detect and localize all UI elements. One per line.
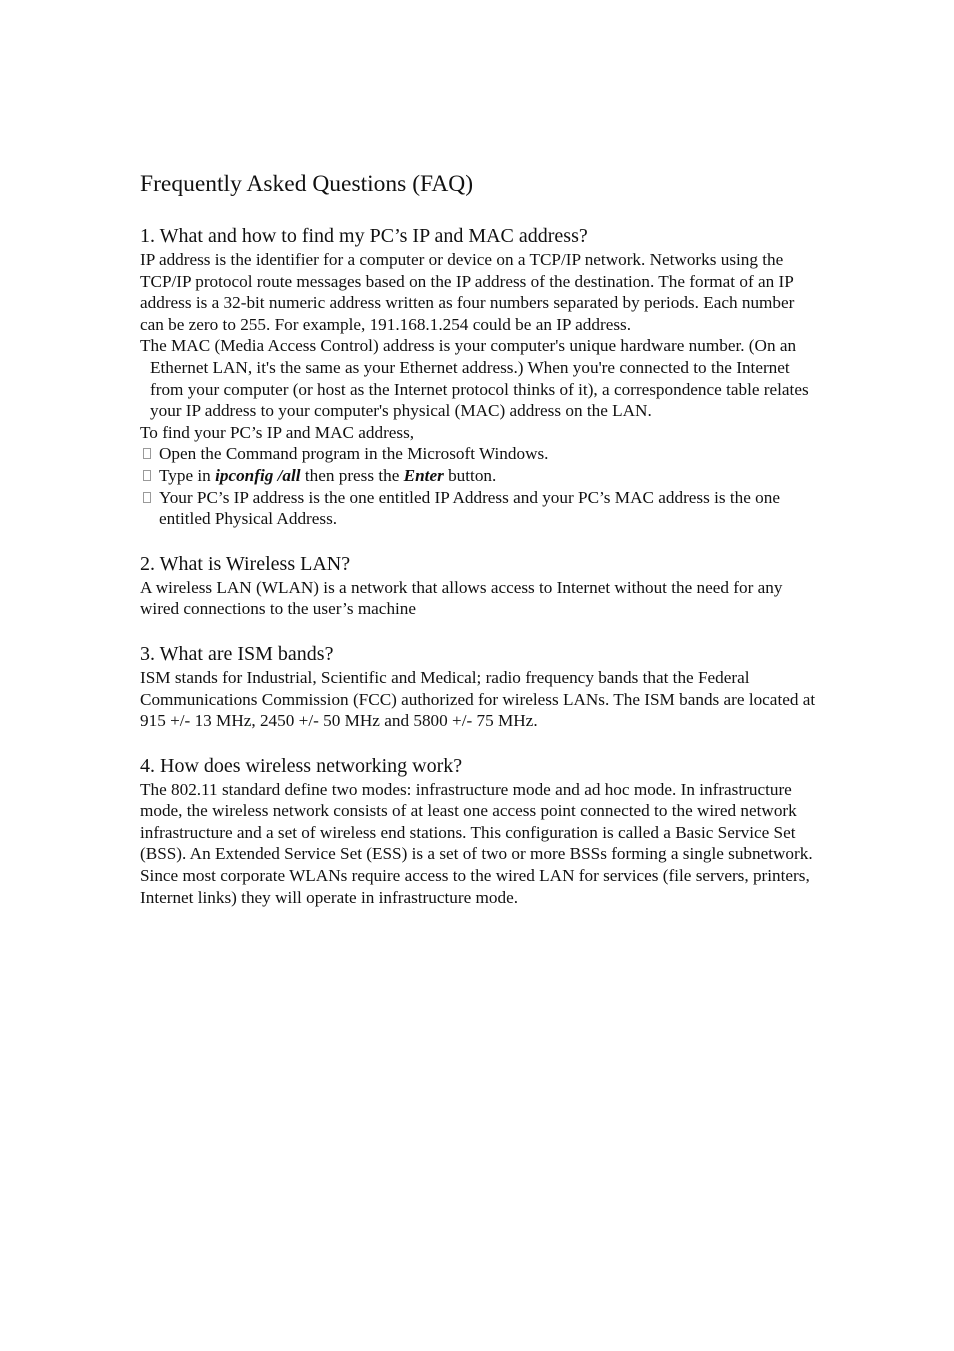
question-heading-2: 2. What is Wireless LAN? [140, 552, 351, 575]
bullet-icon [143, 448, 151, 459]
list-item [140, 443, 820, 465]
faq-section-3 [140, 642, 820, 732]
question-heading-4: 4. How does wireless networking work? [140, 754, 463, 777]
key-text: Enter [403, 465, 444, 485]
bullet-icon [143, 492, 151, 503]
page-title: Frequently Asked Questions (FAQ) [140, 171, 474, 197]
answer-paragraph-4: The 802.11 standard define two modes: infrastructure mode and ad hoc mode. In infrastructure mode, the wireless network consists of at least one access point connected to the wired network infrastructure and a set of wireless end stations. This configuration is called a Basic Service Set (BSS). An Extended Service Set (ESS) is a set of two or more BSSs forming a single subnetwork. Since most corporate WLANs require access to the wired LAN for services (file servers, printers, Internet links) they will operate in infrastructure mode. [140, 779, 813, 907]
answer-paragraph-3: ISM stands for Industrial, Scientific and Medical; radio frequency bands that the Federal Communications Commission (FCC) authorized for wireless LANs. The ISM bands are located at 915 +/- 13 MHz, 2450 +/- 50 MHz and 5800 +/- 75 MHz. [140, 667, 816, 731]
answer-paragraph-2: A wireless LAN (WLAN) is a network that allows access to Internet without the need for any wired connections to the user’s machine [140, 577, 783, 619]
faq-section-2 [140, 552, 820, 620]
question-heading-1: 1. What and how to find my PC’s IP and MAC address? [140, 225, 588, 247]
step-text-prefix: Type in [159, 465, 216, 485]
list-item [140, 465, 820, 487]
mac-address-paragraph: The MAC (Media Access Control) address is your computer's unique hardware number. (On an Ethernet LAN, it's the same as your Ethernet address.) When you're connected to the Internet from your computer (or host as the Internet protocol thinks of it), a correspondence table relates your IP address to your computer's physical (MAC) address on the LAN. [140, 336, 809, 421]
list-item [140, 487, 820, 530]
find-address-intro: To find your PC’s IP and MAC address, [140, 422, 415, 442]
step-text-middle: then press the [300, 465, 404, 485]
steps-list [140, 443, 820, 529]
faq-document [140, 168, 820, 930]
step-text-suffix: button. [443, 465, 497, 485]
step-text: Your PC’s IP address is the one entitled IP Address and your PC’s MAC address is the one entitled Physical Address. [159, 487, 780, 529]
command-text: ipconfig /all [215, 465, 301, 485]
faq-section-1 [140, 224, 820, 530]
bullet-icon [143, 470, 151, 481]
faq-section-4 [140, 754, 820, 909]
step-text: Open the Command program in the Microsoft Windows. [159, 444, 549, 464]
ip-address-paragraph: IP address is the identifier for a computer or device on a TCP/IP network. Networks using the TCP/IP protocol route messages based on the IP address of the destination. The format of an IP address is a 32-bit numeric address written as four numbers separated by periods. Each number can be zero to 255. For example, 191.168.1.254 could be an IP address. [140, 250, 795, 334]
question-heading-3: 3. What are ISM bands? [140, 642, 334, 665]
